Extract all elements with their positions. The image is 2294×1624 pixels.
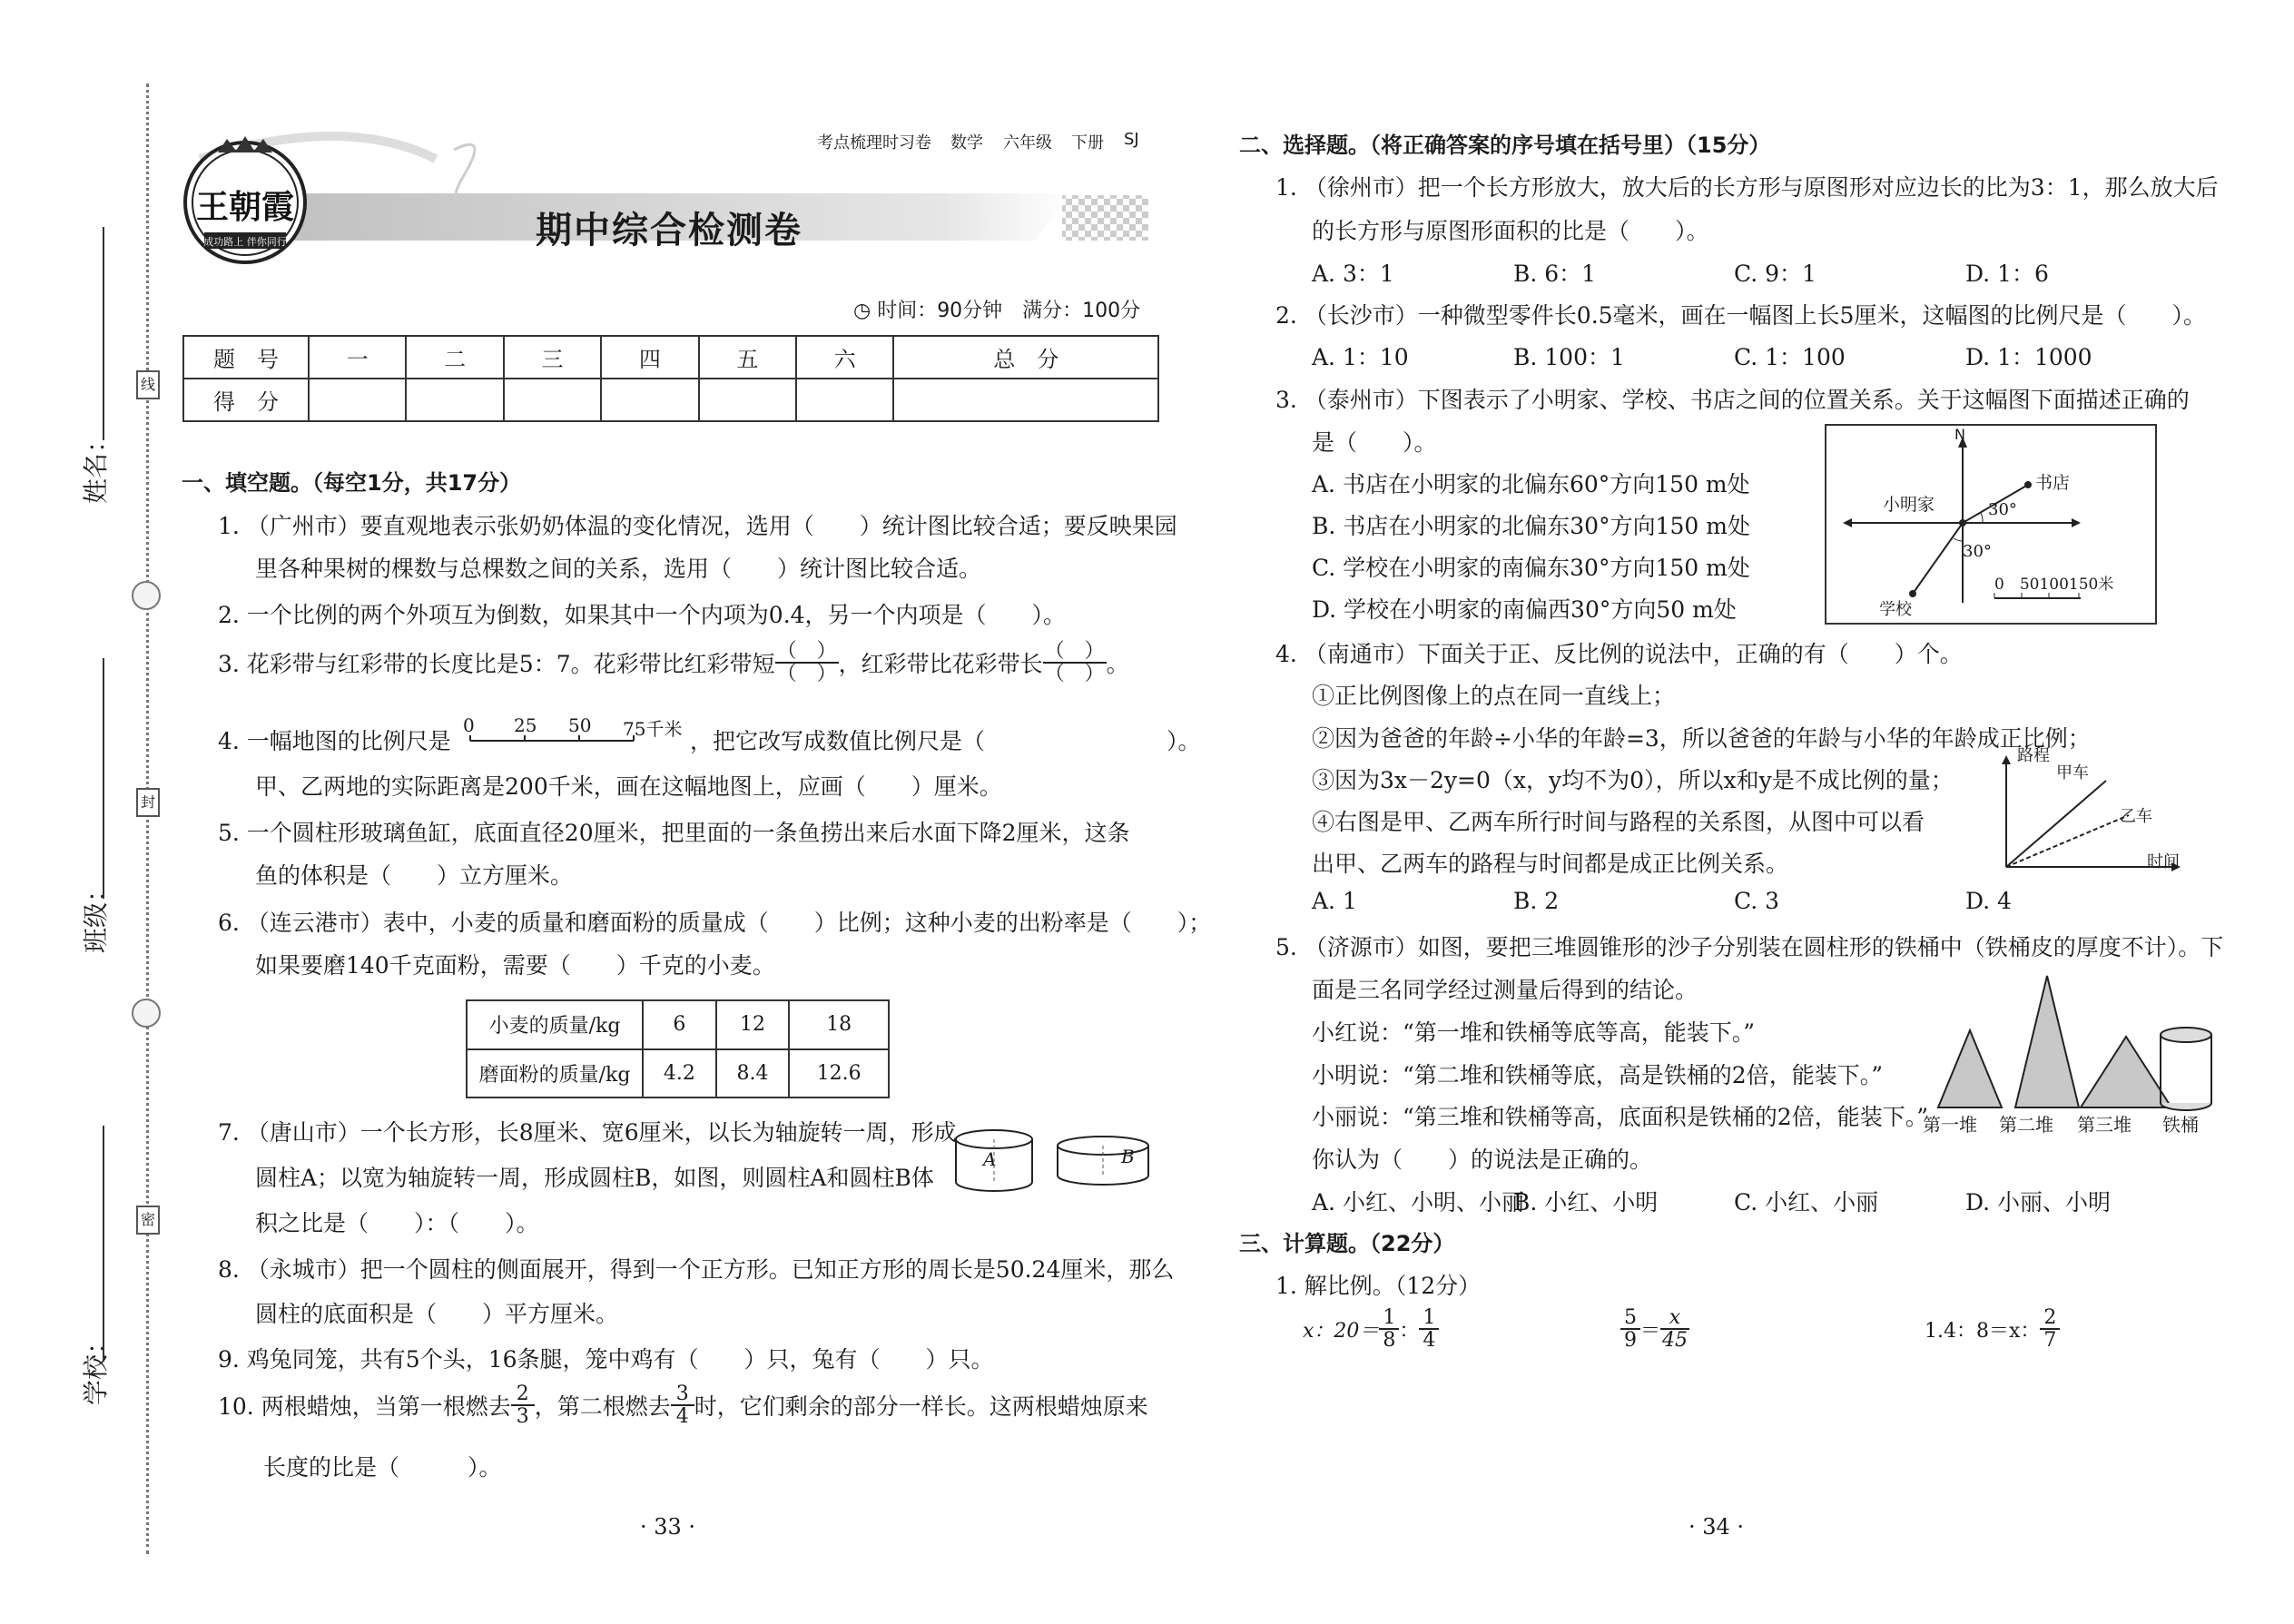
wheat-cell: 12 (716, 1000, 790, 1049)
c4-item: ③因为3x－2y=0（x，y均不为0），所以x和y是不成比例的量； (1312, 767, 1954, 793)
c1-option: D. 1：6 (1965, 261, 2049, 287)
q1-line2: 里各种果树的棵数与总棵数之间的关系，选用（ ）统计图比较合适。 (255, 556, 982, 582)
wheat-head: 小麦的质量/kg (467, 1000, 643, 1049)
graph-car1-label: 甲车 (2056, 763, 2089, 782)
store-label: 书店 (2035, 473, 2071, 493)
q10-line2: 长度的比是（ ）。 (263, 1454, 502, 1481)
c2-option: A. 1：10 (1312, 344, 1409, 370)
c5-item: 小红说：“第一堆和铁桶等底等高，能装下。” (1312, 1019, 1756, 1046)
c3-option: B. 书店在小明家的北偏东30°方向150 m处 (1312, 513, 1750, 539)
fraction-3-4: $\frac{3}{4}$ (671, 1383, 694, 1427)
cylinder-b-figure (1053, 1135, 1153, 1189)
c4-option: D. 4 (1965, 888, 2012, 914)
name-label: 姓名： (81, 427, 111, 504)
score-row-label: 得 分 (183, 379, 309, 421)
c4-item: ④右图是甲、乙两车所行时间与路程的关系图，从图中可以看 (1312, 809, 1925, 835)
q10-line1 (218, 1383, 1148, 1427)
q6-line2: 如果要磨140千克面粉，需要（ ）千克的小麦。 (255, 952, 775, 979)
binding-knot-icon (132, 581, 161, 610)
q9: 9. 鸡兔同笼，共有5个头，16条腿，笼中鸡有（ ）只，兔有（ ）只。 (218, 1346, 994, 1373)
c1-option: B. 6：1 (1513, 261, 1597, 287)
score-cell (601, 379, 698, 421)
wheat-table (466, 999, 890, 1098)
q10-text1: 10. 两根蜡烛，当第一根燃去 (218, 1393, 511, 1421)
c2: 2. （长沙市）一种微型零件长0.5毫米，画在一幅图上长5厘米，这幅图的比例尺是（ ）。 (1275, 302, 2206, 329)
c3-option: A. 书店在小明家的北偏东60°方向150 m处 (1312, 471, 1750, 497)
eq2-equals: ＝ (1640, 1319, 1661, 1343)
binding-mark-seal: 封 (136, 788, 160, 817)
q4-text2: ，把它改写成数值比例尺是（ ）。 (690, 728, 1201, 754)
svg-text:王朝霞: 王朝霞 (195, 188, 295, 226)
wheat-cell: 18 (789, 1000, 889, 1049)
q2: 2. 一个比例的两个外项互为倒数，如果其中一个内项为0.4，另一个内项是（ ）。 (218, 602, 1067, 628)
c5-option: D. 小丽、小明 (1965, 1189, 2112, 1216)
eq3-left: 1.4：8＝x： (1925, 1319, 2041, 1343)
q4-text1: 4. 一幅地图的比例尺是 (218, 728, 451, 754)
c4-option: A. 1 (1312, 888, 1357, 914)
cones-figure (1925, 971, 2215, 1112)
c3-line2: 是（ ）。 (1312, 429, 1437, 456)
c4-line1: 4. （南通市）下面关于正、反比例的说法中，正确的有（ ）个。 (1275, 641, 1963, 667)
score-cell (406, 379, 503, 421)
equation-3 (1925, 1307, 2060, 1351)
q10-text3: 时，它们剩余的部分一样长。这两根蜡烛原来 (694, 1393, 1148, 1421)
binding-mark-secret: 密 (136, 1206, 160, 1235)
page-number-left: · 33 · (640, 1514, 696, 1540)
score-head: 一 (309, 336, 406, 379)
score-head: 二 (406, 336, 503, 379)
eq1-left: x：20＝ (1303, 1319, 1380, 1343)
q8-line2: 圆柱的底面积是（ ）平方厘米。 (255, 1301, 619, 1327)
scale-tick: 25 (514, 714, 537, 736)
c4-item: ②因为爸爸的年龄÷小华的年龄=3，所以爸爸的年龄与小华的年龄成正比例； (1312, 725, 2091, 752)
c3-option: D. 学校在小明家的南偏西30°方向50 m处 (1312, 596, 1737, 623)
c3-line1: 3. （泰州市）下图表示了小明家、学校、书店之间的位置关系。关于这幅图下面描述正确的 (1275, 387, 2190, 413)
map-scale-label: 0 50100150米 (1994, 576, 2114, 594)
score-cell (309, 379, 406, 421)
school-label: 学校： (81, 1328, 111, 1405)
c5-option: A. 小红、小明、小丽 (1312, 1189, 1524, 1216)
q5-line1: 5. 一个圆柱形玻璃鱼缸，底面直径20厘米，把里面的一条鱼捞出来后水面下降2厘米，这条 (218, 820, 1130, 846)
c5-line1: 5. （济源市）如图，要把三堆圆锥形的沙子分别装在圆柱形的铁桶中（铁桶皮的厚度不计）。下 (1275, 934, 2224, 960)
eq1-frac1: $\frac{1}{8}$ (1379, 1307, 1399, 1351)
c4-option: B. 2 (1513, 888, 1560, 914)
scale-tick: 50 (568, 714, 592, 736)
q3-blank-fraction: $\frac{( )}{( )}$ (776, 640, 837, 686)
series-volume: 下册 (1071, 133, 1104, 153)
wheat-cell: 8.4 (716, 1049, 790, 1098)
wheat-head: 磨面粉的质量/kg (467, 1049, 643, 1098)
cylinder-a-label: A (983, 1148, 997, 1170)
cone-label: 第一堆 (1923, 1114, 1977, 1136)
score-table (182, 335, 1159, 422)
series-name: 考点梳理时习卷 (817, 133, 931, 153)
wheat-cell: 12.6 (789, 1049, 889, 1098)
q3: 3. 花彩带与红彩带的长度比是5：7。花彩带比红彩带短 $\frac{( )}{( )}$ ，红彩带比花彩带长 $\frac{( )}{( )}$ 。 (218, 640, 1129, 686)
c5-option: B. 小红、小明 (1513, 1189, 1659, 1216)
eq1-frac2: $\frac{1}{4}$ (1419, 1307, 1439, 1351)
angle-label: 30° (1963, 542, 1992, 561)
c1-line1: 1. （徐州市）把一个长方形放大，放大后的长方形与原图形对应边长的比为3：1，那么放大后 (1275, 174, 2219, 201)
equation-1 (1303, 1307, 1439, 1351)
graph-y-label: 路程 (2017, 746, 2050, 765)
section3-title: 三、计算题。（22分） (1239, 1231, 1455, 1256)
home-label: 小明家 (1883, 495, 1935, 515)
graph-car2-label: 乙车 (2120, 807, 2152, 826)
score-head: 题 号 (183, 336, 309, 379)
wheat-cell: 6 (643, 1000, 716, 1049)
score-head: 三 (504, 336, 601, 379)
q3-text1: 3. 花彩带与红彩带的长度比是5：7。花彩带比红彩带短 (218, 651, 775, 678)
scale-tick: 0 (463, 714, 475, 736)
c2-option: B. 100：1 (1513, 344, 1625, 370)
score-cell (796, 379, 893, 421)
score-head: 总 分 (893, 336, 1158, 379)
q8-line1: 8. （永城市）把一个圆柱的侧面展开，得到一个正方形。已知正方形的周长是50.24厘米，那么 (218, 1256, 1175, 1283)
score-head: 六 (796, 336, 893, 379)
eq1-colon: ： (1399, 1319, 1420, 1343)
c4-item: 出甲、乙两车的路程与时间都是成正比例关系。 (1312, 851, 1789, 877)
eq3-frac: $\frac{2}{7}$ (2040, 1307, 2060, 1351)
fraction-2-3: $\frac{2}{3}$ (511, 1383, 535, 1427)
north-label: N (1954, 426, 1965, 443)
c1-option: A. 3：1 (1312, 261, 1394, 287)
binding-knot-icon (132, 999, 161, 1028)
c2-option: C. 1：100 (1734, 344, 1846, 370)
q6-line1: 6. （连云港市）表中，小麦的质量和磨面粉的质量成（ ）比例；这种小麦的出粉率是（ ）； (218, 910, 1212, 936)
c5-item: 小明说：“第二堆和铁桶等底，高是铁桶的2倍，能装下。” (1312, 1062, 1883, 1088)
score-cell (504, 379, 601, 421)
c2-option: D. 1：1000 (1965, 344, 2092, 370)
section1-title: 一、填空题。（每空1分，共17分） (182, 470, 522, 496)
series-subject: 数学 (950, 133, 983, 153)
equation-2 (1620, 1307, 1689, 1351)
c4-item: ①正比例图像上的点在同一直线上； (1312, 683, 1676, 709)
cylinder-b-label: B (1121, 1146, 1135, 1167)
q1-line1: 1. （广州市）要直观地表示张奶奶体温的变化情况，选用（ ）统计图比较合适；要反映果园 (218, 513, 1177, 539)
school-underline (103, 1126, 104, 1362)
score-head: 四 (601, 336, 698, 379)
eq2-frac2: $\frac{x}{45}$ (1662, 1306, 1689, 1353)
position-map (1825, 424, 2157, 625)
svg-text:成功路上 伴你同行: 成功路上 伴你同行 (203, 236, 287, 248)
calc1-title: 1. 解比例。（12分） (1275, 1273, 1482, 1299)
class-label: 班级： (81, 876, 111, 953)
binding-mark-line: 线 (136, 370, 160, 399)
page-number-right: · 34 · (1689, 1514, 1745, 1540)
brand-logo (177, 134, 313, 271)
q5-line2: 鱼的体积是（ ）立方厘米。 (255, 862, 574, 889)
angle-label: 30° (1988, 500, 2017, 519)
bucket-label: 铁桶 (2162, 1114, 2199, 1136)
q7-line2: 圆柱A；以宽为轴旋转一周，形成圆柱B，如图，则圆柱A和圆柱B体 (255, 1165, 934, 1191)
name-underline (103, 227, 104, 440)
score-cell (699, 379, 796, 421)
c5-item: 你认为（ ）的说法是正确的。 (1312, 1147, 1653, 1173)
c5-item: 小丽说：“第三堆和铁桶等高，底面积是铁桶的2倍，能装下。” (1312, 1104, 1928, 1130)
cone-label: 第三堆 (2077, 1114, 2132, 1136)
c5-option: C. 小红、小丽 (1734, 1189, 1879, 1216)
q3-text2: ，红彩带比花彩带长 (838, 651, 1043, 678)
scale-tick: 75千米 (623, 718, 683, 740)
graph-x-label: 时间 (2147, 852, 2180, 871)
score-cell (893, 379, 1158, 421)
c4-option: C. 3 (1734, 888, 1780, 914)
page-title: 期中综合检测卷 (536, 209, 802, 251)
q3-blank-fraction: $\frac{( )}{( )}$ (1044, 640, 1105, 686)
wheat-cell: 4.2 (643, 1049, 716, 1098)
binding-dotted-line (146, 84, 149, 1554)
series-grade: 六年级 (1003, 133, 1052, 153)
class-underline (103, 658, 104, 899)
exam-time: ◷ 时间：90分钟 满分：100分 (853, 300, 1141, 322)
series-edition: SJ (1124, 130, 1139, 149)
c3-option: C. 学校在小明家的南偏东30°方向150 m处 (1312, 555, 1750, 581)
cone-label: 第二堆 (1999, 1114, 2053, 1136)
c5-line2: 面是三名同学经过测量后得到的结论。 (1312, 977, 1698, 1003)
score-head: 五 (699, 336, 796, 379)
c1-option: C. 9：1 (1734, 261, 1816, 287)
q10-text2: ，第二根燃去 (534, 1393, 671, 1421)
q7-line3: 积之比是（ ）：（ ）。 (255, 1210, 539, 1236)
eq2-frac1: $\frac{5}{9}$ (1620, 1307, 1640, 1351)
q4-line2: 甲、乙两地的实际距离是200千米，画在这幅地图上，应画（ ）厘米。 (255, 773, 1002, 800)
section2-title: 二、选择题。（将正确答案的序号填在括号里）（15分） (1239, 133, 1771, 158)
c1-line2: 的长方形与原图形面积的比是（ ）。 (1312, 218, 1709, 244)
q7-line1: 7. （唐山市）一个长方形，长8厘米、宽6厘米，以长为轴旋转一周，形成 (218, 1119, 957, 1146)
school-label-map: 学校 (1879, 600, 1912, 619)
